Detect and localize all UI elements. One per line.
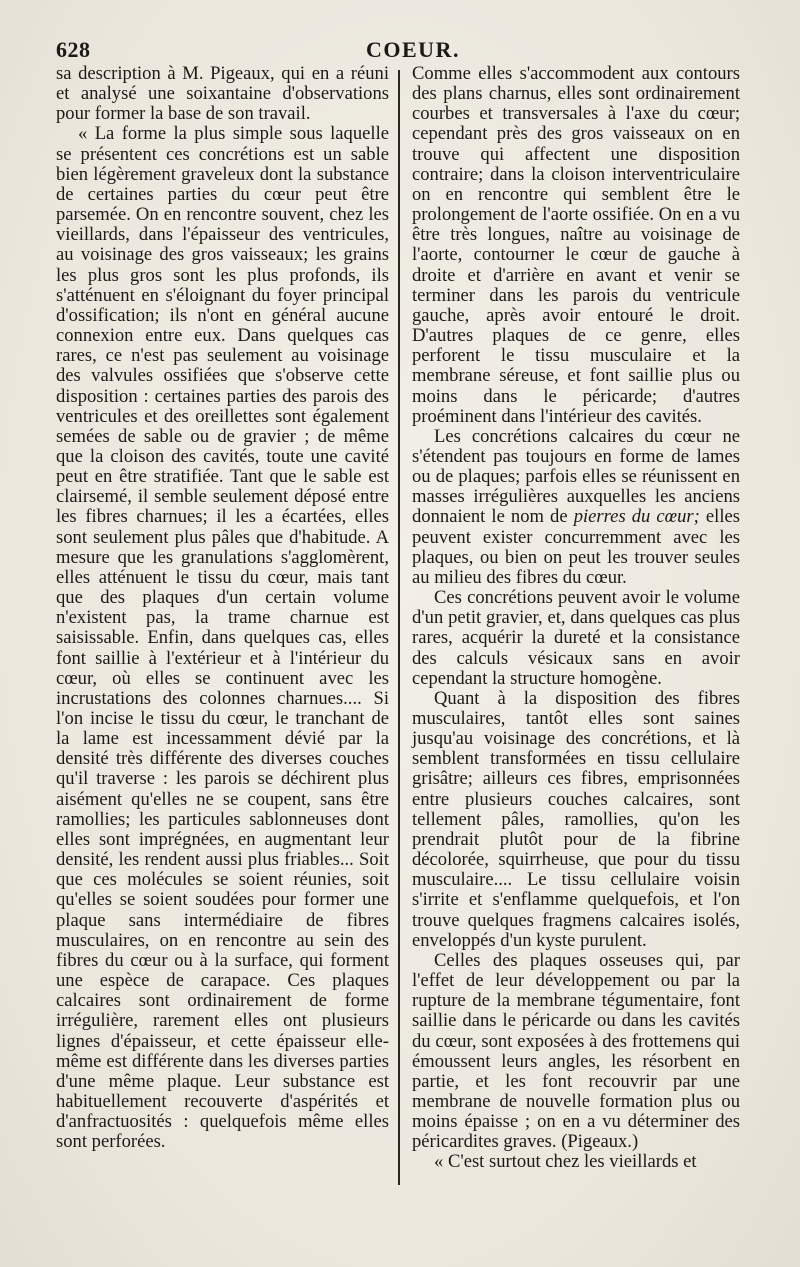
paragraph-text: Les concrétions calcaires du cœur ne s'étendent pas toujours en forme de lames ou de plaques; parfois elles se réunissent en masses irrégulières auxquelles les anciens donnaient le nom de [412, 425, 740, 528]
paragraph: Comme elles s'accommodent aux contours des plans charnus, elles sont ordinairement courbes et transversales à l'axe du cœur; cependant près des gros vaisseaux on en trouve qui affectent une disposition contraire; dans la cloison interventriculaire on en rencontre qui semblent être le prolongement de l'aorte ossifiée. On en a vu être très longues, naître au voisinage de l'aorte, contourner le cœur de gauche à droite et d'arrière en avant et venir se terminer dans les parois du ventricule gauche, après avoir entouré le droit. D'autres plaques de ce genre, elles perforent le tissu musculaire et la membrane séreuse, et font saillie plus ou moins dans le péricarde; d'autres proéminent dans l'intérieur des cavités. [412, 63, 740, 427]
paragraph: « C'est surtout chez les vieillards et [434, 1151, 697, 1173]
page-header [56, 37, 746, 63]
italic-term: pierres du cœur; [573, 506, 700, 528]
column-divider [398, 70, 400, 1185]
left-column [56, 64, 389, 1152]
right-column [412, 64, 740, 1173]
page-number: 628 [56, 37, 91, 62]
paragraph [412, 427, 740, 588]
paragraph: « La forme la plus simple sous laquelle se présentent ces concrétions est un sable bien légèrement graveleux dont la substance de certaines parties du cœur peut être parsemée. On en rencontre souvent, chez les vieillards, dans l'épaisseur des ventricules, au voisinage des gros vaisseaux; les grains les plus gros sont les plus profonds, ils s'atténuent en s'éloignant du foyer principal d'ossification; ils n'ont en général aucune connexion entre eux. Dans quelques cas rares, ce n'est pas seulement au voisinage des valvules ossifiées que s'observe cette disposition : certaines parties des parois des ventricules et des oreillettes sont également semées de sable ou de gravier ; de même que la cloison des cavités, toute une cavité peut en être stratifiée. Tant que le sable est clairsemé, il semble seulement déposé entre les fibres charnues; il les a écartées, elles sont seulement plus pâles que d'habitude. A mesure que les granulations s'agglomèrent, elles atténuent le tissu du cœur, mais tant que des plaques d'un certain volume n'existent pas, la trame charnue est saisissable. Enfin, dans quelques cas, elles font saillie à l'extérieur et à l'intérieur du cœur, où elles se continuent avec les incrustations des colonnes charnues.... Si l'on incise le tissu du cœur, le tranchant de la lame est incessamment dévié par la densité très différente des diverses couches qu'il traverse : les parois se déchirent plus aisément qu'elles ne se coupent, sans être ramollies; les particules sablonneuses dont elles sont imprégnées, en augmentant leur densité, les rendent aussi plus friables... Soit que ces molécules se soient réunies, soit qu'elles se soient soudées pour former une plaque sans intermédiaire de fibres musculaires, on en rencontre au sein des fibres du cœur ou à la surface, qui forment une espèce de carapace. Ces plaques calcaires sont ordinairement de forme irrégulière, rarement elles ont plusieurs lignes d'épaisseur, et cette épaisseur elle-même est différente dans les diverses parties d'une même plaque. Leur substance est habituellement recouverte d'aspérités et d'anfractuosités : quelquefois même elles sont perforées. [56, 123, 389, 1153]
paragraph: Quant à la disposition des fibres musculaires, tantôt elles sont saines jusqu'au voisinage des concrétions, et là semblent transformées en tissu cellulaire grisâtre; ailleurs ces fibres, emprisonnées entre plusieurs couches calcaires, sont tellement pâles, ramollies, qu'on les prendrait plutôt pour de la fibrine décolorée, squirrheuse, que pour du tissu musculaire.... Le tissu cellulaire voisin s'irrite et s'enflamme quelquefois, et l'on trouve quelques fragmens calcaires isolés, enveloppés d'un kyste purulent. [412, 687, 740, 951]
running-head: COEUR. [366, 37, 460, 62]
paragraph: Ces concrétions peuvent avoir le volume d'un petit gravier, et, dans quelques cas plus rares, acquérir la dureté et la consistance des calculs vésicaux sans en avoir cependant la structure homogène. [412, 587, 740, 689]
paragraph: Celles des plaques osseuses qui, par l'effet de leur développement ou par la rupture de la membrane tégumentaire, font saillie dans le péricarde ou dans les cavités du cœur, sont exposées à des frottemens qui émoussent leurs angles, les résorbent en partie, et les font recouvrir par une membrane de nouvelle formation plus ou moins épaisse ; on en a vu déterminer des péricardites graves. (Pigeaux.) [412, 949, 740, 1153]
paragraph-text: elles peuvent exister concurremment avec les plaques, ou bien on peut les trouver seules au milieu des fibres du cœur. [412, 506, 740, 588]
paragraph: sa description à M. Pigeaux, qui en a réuni et analysé une soixantaine d'observations pour former la base de son travail. [56, 63, 389, 125]
